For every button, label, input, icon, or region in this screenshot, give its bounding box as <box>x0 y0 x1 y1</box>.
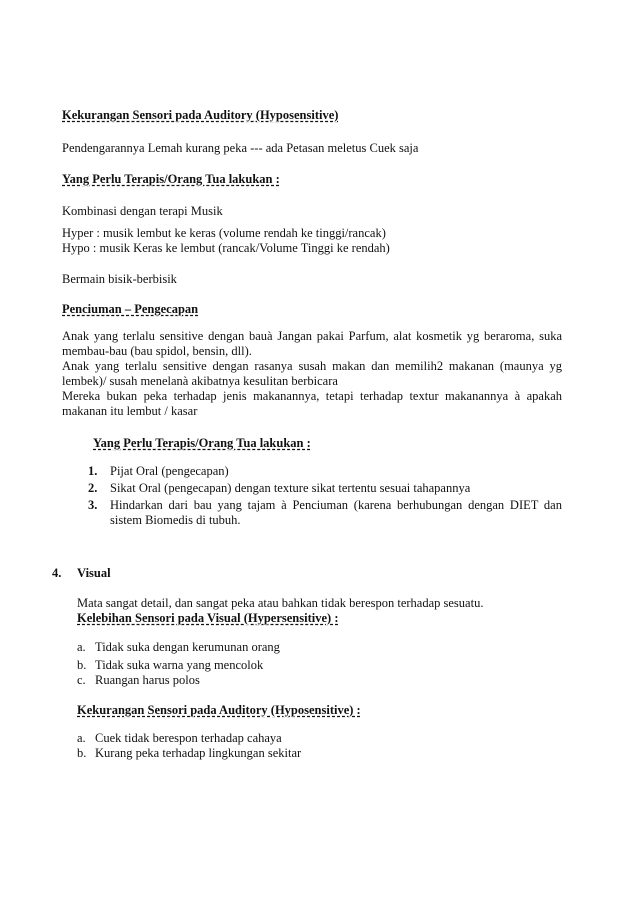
list-letter: c. <box>77 673 86 687</box>
list-text: Hindarkan dari bau yang tajam à Penciuman (karena berhubungan dengan DIET dan sistem Biomedis di tubuh. <box>110 498 562 527</box>
list-letter: b. <box>77 658 87 672</box>
list-item <box>77 746 301 761</box>
list-item <box>88 481 562 496</box>
visual-hyper-heading: Kelebihan Sensori pada Visual (Hypersensitive) : <box>77 611 339 625</box>
list-text: Tidak suka dengan kerumunan orang <box>95 640 280 654</box>
list-text: Cuek tidak berespon terhadap cahaya <box>95 731 282 745</box>
list-item <box>88 498 562 528</box>
list-item <box>77 731 301 746</box>
visual-title: Visual <box>77 566 111 580</box>
list-item <box>77 673 280 688</box>
list-item <box>88 464 562 479</box>
visual-hyper-list <box>77 640 280 688</box>
smell-taste-paragraph-2: Anak yang terlalu sensitive dengan rasanya susah makan dan memilih2 makanan (maunya yg lembek)/ susah menelanà akibatnya kesulitan berbicara <box>62 359 562 388</box>
list-text: Ruangan harus polos <box>95 673 200 687</box>
smell-taste-paragraph-1: Anak yang terlalu sensitive dengan bauà Jangan pakai Parfum, alat kosmetik yg beraroma, suka membau-bau (bau spidol, bensin, dll). <box>62 329 562 358</box>
therapy-combination: Kombinasi dengan terapi Musik <box>62 204 223 218</box>
therapy-auditory-heading: Yang Perlu Terapis/Orang Tua lakukan : <box>62 172 280 186</box>
list-letter: a. <box>77 731 86 745</box>
therapy-smell-heading: Yang Perlu Terapis/Orang Tua lakukan : <box>93 436 311 450</box>
list-text: Pijat Oral (pengecapan) <box>110 464 229 478</box>
therapy-hypo: Hypo : musik Keras ke lembut (rancak/Volume Tinggi ke rendah) <box>62 241 390 255</box>
list-letter: b. <box>77 746 87 760</box>
visual-hypo-list <box>77 731 301 761</box>
therapy-hyper: Hyper : musik lembut ke keras (volume rendah ke tinggi/rancak) <box>62 226 386 240</box>
list-number: 1. <box>88 464 98 478</box>
list-item <box>77 658 280 673</box>
visual-hypo-heading: Kekurangan Sensori pada Auditory (Hyposensitive) : <box>77 703 361 717</box>
auditory-hypo-description: Pendengarannya Lemah kurang peka --- ada Petasan meletus Cuek saja <box>62 141 419 155</box>
list-text: Sikat Oral (pengecapan) dengan texture sikat tertentu sesuai tahapannya <box>110 481 471 495</box>
auditory-hypo-heading: Kekurangan Sensori pada Auditory (Hyposensitive) <box>62 108 339 122</box>
list-letter: a. <box>77 640 86 654</box>
list-text: Tidak suka warna yang mencolok <box>95 658 264 672</box>
smell-taste-heading: Penciuman – Pengecapan <box>62 302 199 316</box>
therapy-whisper: Bermain bisik-berbisik <box>62 272 177 286</box>
list-number: 3. <box>88 498 98 512</box>
visual-description: Mata sangat detail, dan sangat peka atau bahkan tidak berespon terhadap sesuatu. <box>77 596 484 610</box>
therapy-smell-list <box>88 464 562 528</box>
list-number: 2. <box>88 481 98 495</box>
list-item <box>77 640 280 655</box>
visual-number: 4. <box>52 566 62 580</box>
list-text: Kurang peka terhadap lingkungan sekitar <box>95 746 302 760</box>
smell-taste-paragraph-3: Mereka bukan peka terhadap jenis makanannya, tetapi terhadap textur makanannya à apakah makanan itu lembut / kasar <box>62 389 562 418</box>
